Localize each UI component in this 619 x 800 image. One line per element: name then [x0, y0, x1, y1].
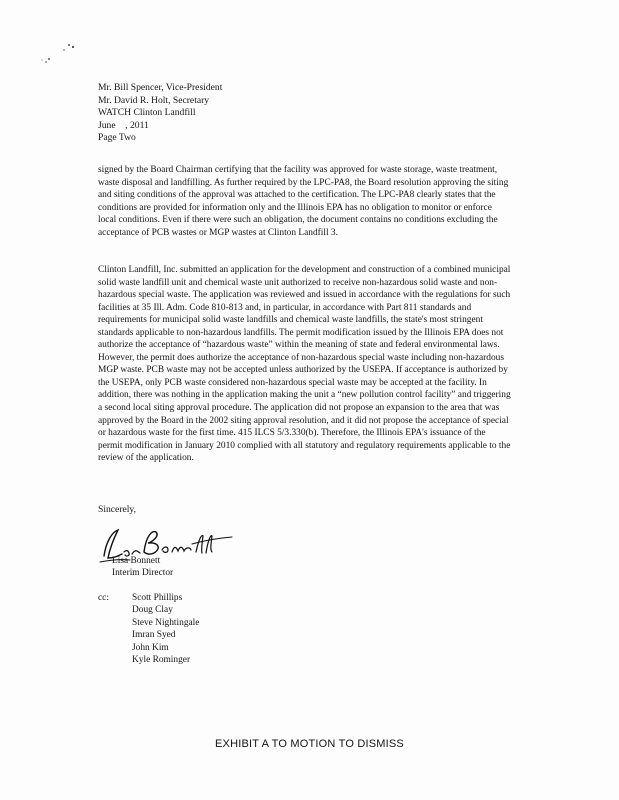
- recipient-header: [98, 82, 222, 145]
- header-line-date: June , 2011: [98, 119, 149, 131]
- signer-block: [112, 556, 173, 579]
- scan-specks: [40, 40, 80, 64]
- exhibit-footer: EXHIBIT A TO MOTION TO DISMISS: [215, 738, 404, 750]
- cc-label: cc:: [98, 593, 109, 603]
- cc-recipient: John Kim: [132, 642, 169, 653]
- header-line-page: Page Two: [98, 132, 136, 144]
- cc-recipient: Doug Clay: [132, 605, 173, 616]
- signer-title: Interim Director: [112, 567, 174, 578]
- body-paragraph-2: Clinton Landfill, Inc. submitted an application for the development and construction of a combined municipal solid waste landfill unit and chemical waste unit authorized to receive non-hazardous solid waste and non-hazardous special waste. The application was reviewed and issued in accordance with the regulations for such facilities at 35 Ill. Adm. Code 810-813 and, in particular, in accordance with Part 811 standards and requirements for municipal solid waste landfills and chemical waste landfills, the state's most stringent standards applicable to non-hazardous landfills. The permit modification issued by the Illinois EPA does not authorize the acceptance of “hazardous waste” within the meaning of state and federal environmental laws. However, the permit does authorize the acceptance of non-hazardous special waste including non-hazardous MGP waste. PCB waste may not be accepted unless authorized by the USEPA. If acceptance is authorized by the USEPA, only PCB waste considered non-hazardous special waste may be accepted at the facility. In addition, there was nothing in the application making the unit a “new pollution control facility” and triggering a second local siting approval procedure. The application did not propose an expansion to the area that was approved by the Board in the 2002 siting approval resolution, and it did not propose the acceptance of special or hazardous waste for the first time. 415 ILCS 5/3.330(b). Therefore, the Illinois EPA's issuance of the permit modification in January 2010 complied with all statutory and regulatory requirements applicable to the review of the application.: [98, 265, 511, 464]
- body-paragraph-1: signed by the Board Chairman certifying that the facility was approved for waste storage, waste treatment, waste disposal and landfilling. As further required by the LPC-PA8, the Board resolution approving the siting and siting conditions of the approval was attached to the certification. The LPC-PA8 clearly states that the conditions are provided for information only and the Illinois EPA has no obligation to monitor or enforce local conditions. Even if there were such an obligation, the document contains no conditions excluding the acceptance of PCB wastes or MGP wastes at Clinton Landfill 3.: [98, 165, 509, 238]
- cc-recipient: Scott Phillips: [132, 593, 183, 603]
- closing-salutation: Sincerely,: [98, 504, 137, 515]
- cc-recipient: Imran Syed: [132, 630, 176, 641]
- header-line-recipient-1: Mr. Bill Spencer, Vice-President: [98, 82, 223, 93]
- header-line-recipient-2: Mr. David R. Holt, Secretary: [98, 94, 210, 106]
- cc-recipient: Kyle Rominger: [132, 655, 191, 666]
- cc-recipient-list: [132, 592, 199, 666]
- signer-name: Lisa Bonnett: [112, 556, 161, 566]
- header-line-organization: WATCH Clinton Landfill: [98, 107, 196, 119]
- cc-recipient: Steve Nightingale: [132, 617, 200, 628]
